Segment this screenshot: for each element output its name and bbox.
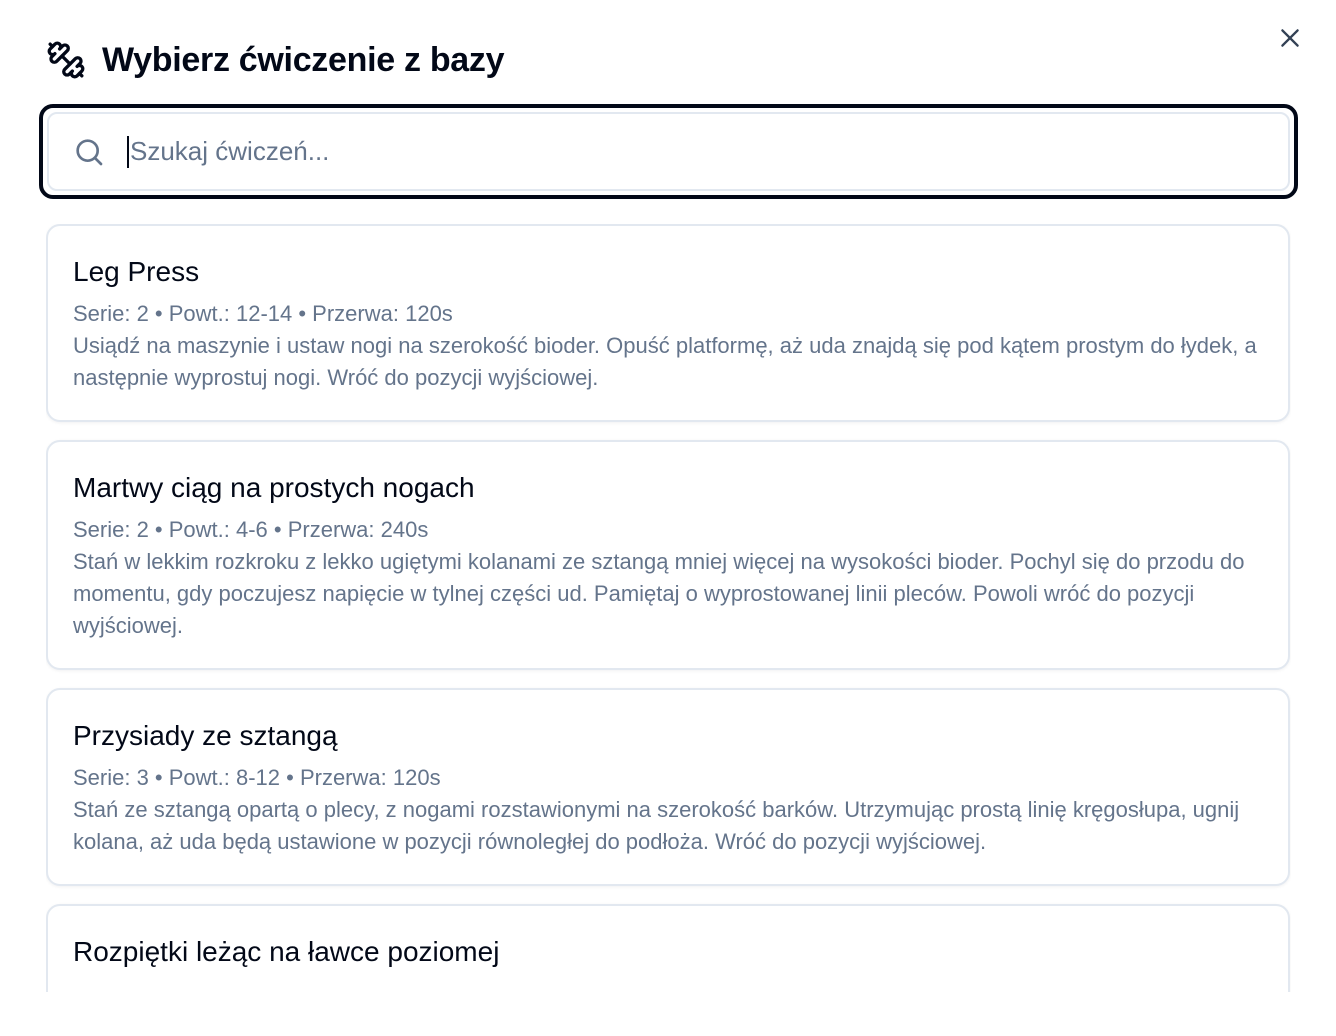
exercise-description: Stań w lekkim rozkroku z lekko ugiętymi kolanami ze sztangą mniej więcej na wysokości bioder. Pochyl się do przodu do momentu, gdy poczujesz napięcie w tylnej części ud. Pamiętaj o wyprostowanej linii pleców. Powoli wróć do pozycji wyjściowej. — [73, 549, 1245, 638]
exercise-name: Rozpiętki leżąc na ławce poziomej — [73, 936, 500, 967]
close-icon — [1277, 25, 1303, 56]
search-field-focus-ring — [39, 104, 1298, 199]
exercise-list[interactable] — [46, 224, 1291, 992]
exercise-name: Leg Press — [73, 256, 200, 287]
exercise-meta: Serie: 3 • Powt.: 8-12 • Przerwa: 120s — [73, 765, 441, 790]
dialog-header — [46, 38, 504, 82]
exercise-card[interactable] — [46, 224, 1290, 422]
exercise-description: Stań ze sztangą opartą o plecy, z nogami rozstawionymi na szerokość barków. Utrzymując prostą linię kręgosłupa, ugnij kolana, aż uda będą ustawione w pozycji równoległej do podłoża. Wróć do pozycji wyjściowej. — [73, 797, 1240, 854]
dumbbell-icon — [46, 40, 86, 80]
search-icon — [73, 136, 105, 168]
exercise-meta: Serie: 2 • Powt.: 12-14 • Przerwa: 120s — [73, 301, 453, 326]
dialog-title: Wybierz ćwiczenie z bazy — [102, 41, 505, 79]
exercise-name: Martwy ciąg na prostych nogach — [73, 472, 475, 503]
close-button[interactable] — [1274, 24, 1306, 56]
exercise-card[interactable] — [46, 440, 1290, 670]
exercise-name: Przysiady ze sztangą — [73, 720, 338, 751]
exercise-description: Usiądź na maszynie i ustaw nogi na szerokość bioder. Opuść platformę, aż uda znajdą się pod kątem prostym do łydek, a następnie wyprostuj nogi. Wróć do pozycji wyjściowej. — [73, 333, 1257, 390]
search-field[interactable] — [47, 112, 1290, 191]
exercise-card[interactable] — [46, 688, 1290, 886]
search-input[interactable] — [127, 136, 1288, 168]
exercise-meta: Serie: 2 • Powt.: 4-6 • Przerwa: 240s — [73, 517, 429, 542]
exercise-card[interactable] — [46, 904, 1290, 992]
